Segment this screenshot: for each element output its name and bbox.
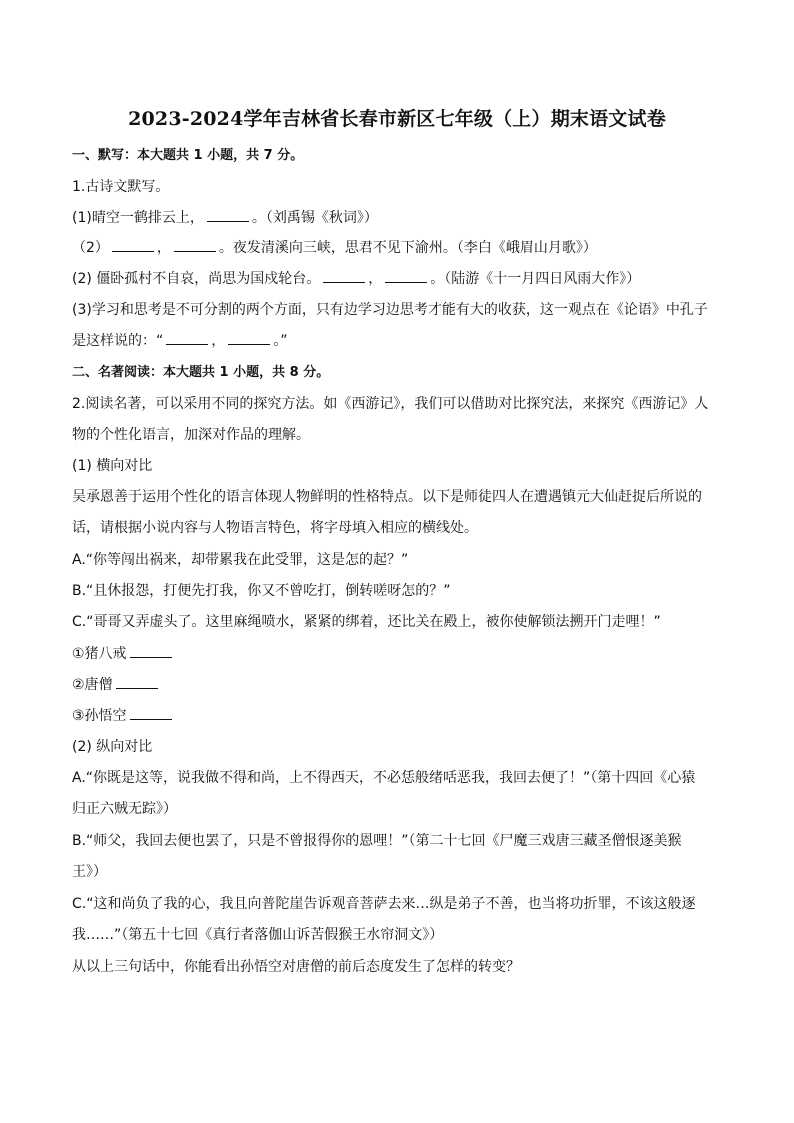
final-question: 从以上三句话中，你能看出孙悟空对唐僧的前后态度发生了怎样的转变？ [72, 959, 520, 975]
option-a: A.“你等闯出祸来，却带累我在此受罪，这是怎的起？” [72, 552, 409, 568]
section-heading-reading: 二、名著阅读：本大题共 1 小题，共 8 分。 [72, 365, 330, 380]
answer-blank[interactable] [207, 208, 249, 222]
vertical-b-line-2: 王》） [72, 864, 107, 880]
vertical-c-line-2: 我……”（第五十七回《真行者落伽山诉苦假猴王水帘洞文》） [72, 927, 444, 943]
question-1-item-3 [72, 269, 732, 289]
answer-blank[interactable] [130, 644, 172, 658]
item-text: （2） [72, 240, 109, 256]
answer-blank[interactable] [174, 238, 216, 252]
answer-blank[interactable] [323, 269, 365, 283]
question-1-item-4-line-2 [72, 331, 732, 351]
question-1-item-1 [72, 208, 732, 228]
item-text: (2) 僵卧孤村不自哀，尚思为国戍轮台。 [72, 271, 321, 287]
item-text: 。” [273, 333, 288, 349]
part-1-text-line-2: 话，请根据小说内容与人物语言特色，将字母填入相应的横线处。 [72, 520, 478, 536]
option-c: C.“哥哥又弄虚头了。这里麻绳喷水，紧紧的绑着，还比关在殿上，被你使解锁法搠开门走哩！” [72, 614, 661, 630]
fill-item-2 [72, 675, 732, 695]
question-2-stem-line-2: 物的个性化语言，加深对作品的理解。 [72, 427, 310, 443]
vertical-a-line-1: A.“你既是这等，说我做不得和尚，上不得西天，不必恁般绪咶恶我，我回去便了！”（第十四回《心猿 [72, 770, 696, 786]
item-text: ， [156, 240, 171, 256]
item-text: 。（刘禹锡《秋词》） [251, 210, 378, 226]
item-text: ， [211, 333, 226, 349]
answer-blank[interactable] [130, 706, 172, 720]
part-1-text-line-1: 吴承恩善于运用个性化的语言体现人物鲜明的性格特点。以下是师徒四人在遭遇镇元大仙赶捉后所说的 [72, 489, 702, 505]
vertical-b-line-1: B.“师父，我回去便也罢了，只是不曾报得你的恩哩！”（第二十七回《尸魔三戏唐三藏圣僧恨逐美猴 [72, 833, 682, 849]
item-text: 。夜发清溪向三峡，思君不见下渝州。（李白《峨眉山月歌》） [218, 240, 597, 256]
option-b: B.“且休报怨，打便先打我，你又不曾吃打，倒转嗟呀怎的？” [72, 583, 451, 599]
fill-label: ①猪八戒 [72, 646, 127, 662]
fill-label: ③孙悟空 [72, 708, 127, 724]
fill-item-1 [72, 644, 732, 664]
answer-blank[interactable] [116, 675, 158, 689]
answer-blank[interactable] [228, 331, 270, 345]
answer-blank[interactable] [166, 331, 208, 345]
question-1-item-2 [72, 238, 732, 258]
item-text: 是这样说的：“ [72, 333, 164, 349]
vertical-c-line-1: C.“这和尚负了我的心，我且向普陀崖告诉观音菩萨去来…纵是弟子不善，也当将功折罪，不该这般逐 [72, 896, 696, 912]
item-text: (1)晴空一鹤排云上， [72, 210, 204, 226]
section-heading-dictation: 一、默写：本大题共 1 小题，共 7 分。 [72, 148, 304, 163]
item-text: 。（陆游《十一月四日风雨大作》） [430, 271, 641, 287]
part-2-label: (2) 纵向对比 [72, 739, 153, 755]
fill-item-3 [72, 706, 732, 726]
fill-label: ②唐僧 [72, 677, 113, 693]
item-text: ， [368, 271, 383, 287]
part-1-label: (1) 横向对比 [72, 458, 153, 474]
vertical-a-line-2: 归正六贼无踪》） [72, 801, 177, 817]
question-2-stem-line-1: 2.阅读名著，可以采用不同的探究方法。如《西游记》，我们可以借助对比探究法，来探究《西游记》人 [72, 396, 709, 412]
question-1-item-4-line-1: (3)学习和思考是不可分割的两个方面，只有边学习边思考才能有大的收获，这一观点在《论语》中孔子 [72, 302, 708, 318]
answer-blank[interactable] [112, 238, 154, 252]
question-1-stem: 1.古诗文默写。 [72, 179, 170, 195]
page-title: 2023-2024学年吉林省长春市新区七年级（上）期末语文试卷 [128, 108, 666, 130]
answer-blank[interactable] [385, 269, 427, 283]
